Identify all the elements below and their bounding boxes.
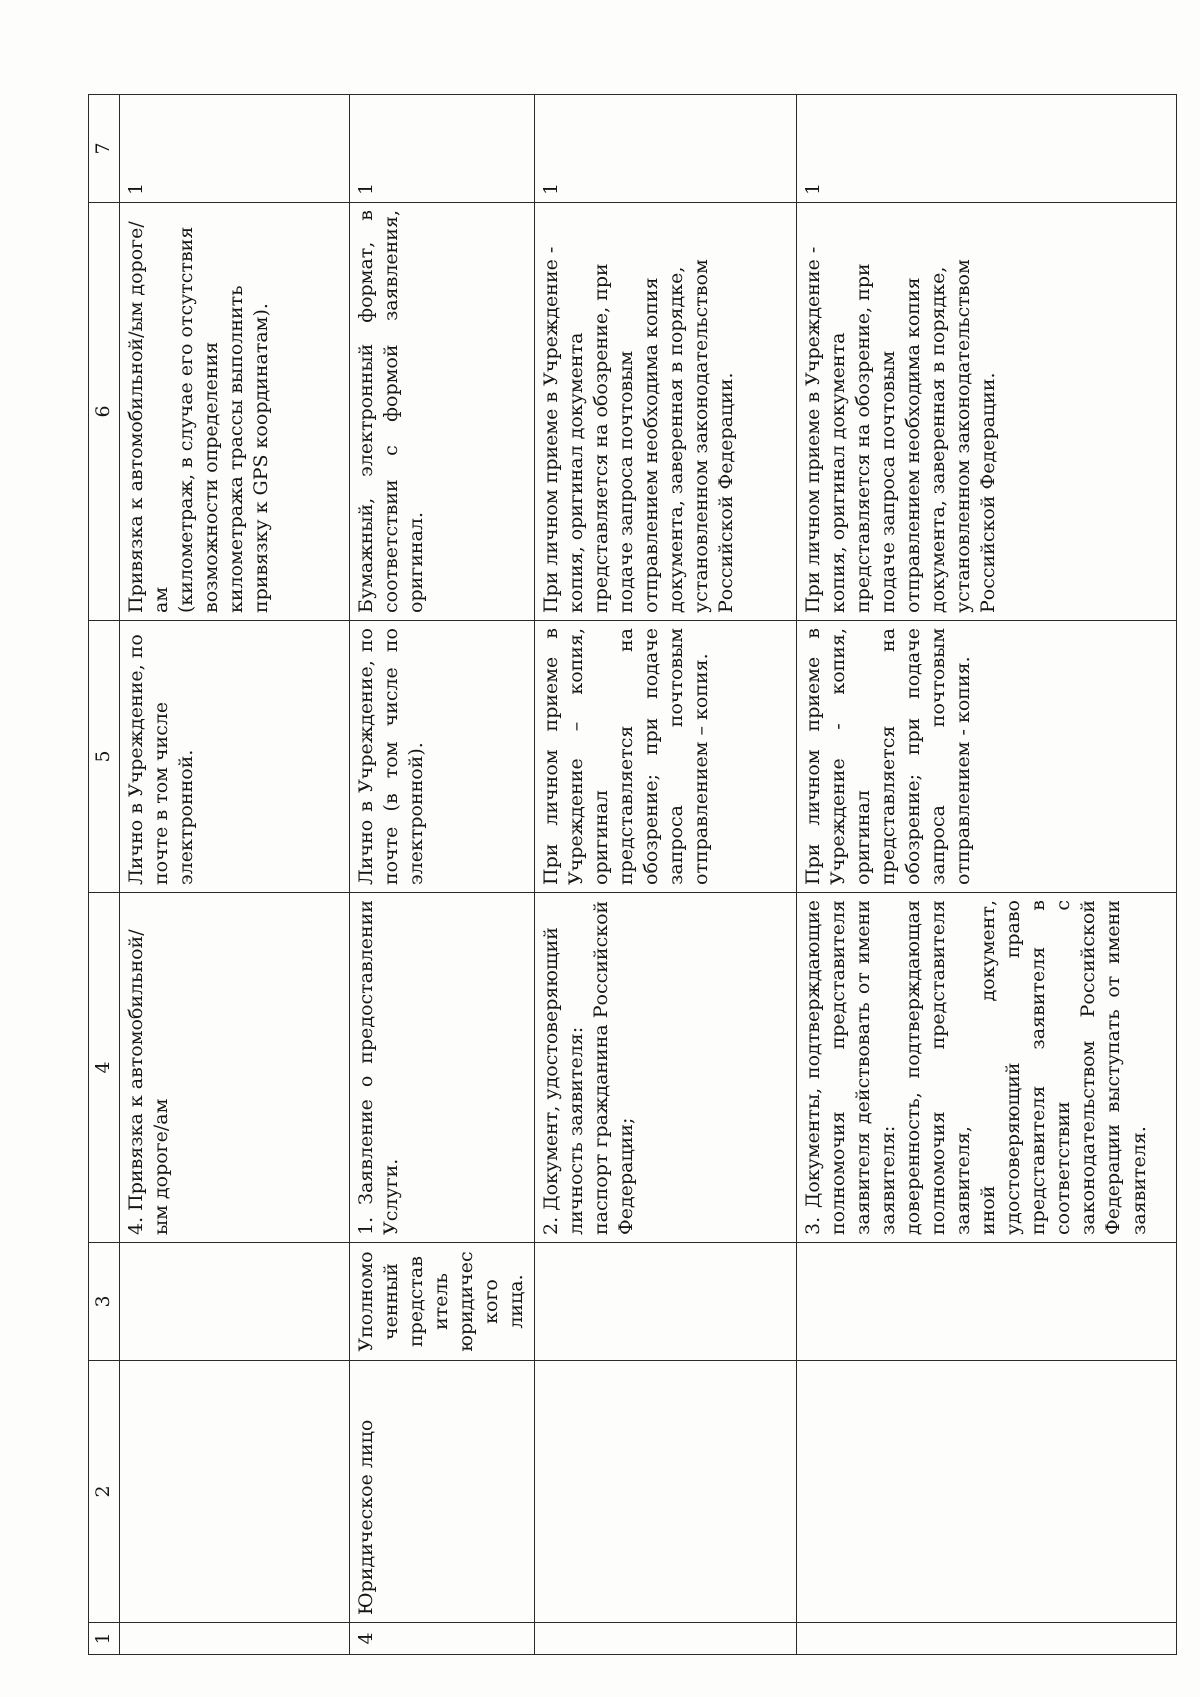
row-d-number-cell: [796, 1623, 1176, 1655]
row-b-applicant-cell: Юридическое лицо: [350, 1361, 535, 1623]
row-d-count-cell: 1: [796, 95, 1176, 203]
row-b-submission-cell: Лично в Учреждение, по почте (в том числе по электронной).: [350, 621, 535, 893]
table-row: [534, 95, 796, 1655]
row-a-format-cell: Привязка к автомобильной/ым дороге/ам (километраж, в случае его отсутствия возможности определения километража трассы выполнить привязку к GPS координатам).: [120, 203, 350, 621]
row-a-representative-cell: [120, 1243, 350, 1361]
row-b-format-cell: Бумажный, электронный формат, в соответствии с формой заявления, оригинал.: [350, 203, 535, 621]
row-c-number-cell: [534, 1623, 796, 1655]
header-cell-5: 5: [89, 621, 120, 893]
row-c-count-cell: 1: [534, 95, 796, 203]
rotated-table-wrapper: [88, 95, 1150, 1655]
row-a-count-cell: 1: [120, 95, 350, 203]
header-cell-2: 2: [89, 1361, 120, 1623]
row-b-document-cell: 1. Заявление о предоставлении Услуги.: [350, 893, 535, 1243]
table-row: [120, 95, 350, 1655]
row-c-applicant-cell: [534, 1361, 796, 1623]
row-a-number-cell: [120, 1623, 350, 1655]
row-d-submission-cell: При личном приеме в Учреждение - копия, оригинал представляется на обозрение; при подаче запроса почтовым отправлением - копия.: [796, 621, 1176, 893]
row-d-representative-cell: [796, 1243, 1176, 1361]
row-d-applicant-cell: [796, 1361, 1176, 1623]
row-d-format-cell: При личном приеме в Учреждение - копия, оригинал документа представляется на обозрение, при подаче запроса почтовым отправлением необходима копия документа, заверенная в порядке, установленном законодательством Российской Федерации.: [796, 203, 1176, 621]
table-row: [796, 95, 1176, 1655]
table-row: [350, 95, 535, 1655]
row-c-representative-cell: [534, 1243, 796, 1361]
requirements-table: [88, 94, 1177, 1655]
header-cell-4: 4: [89, 893, 120, 1243]
row-b-representative-cell: Уполномоченный представитель юридического лица.: [350, 1243, 535, 1361]
header-cell-1: 1: [89, 1623, 120, 1655]
row-b-count-cell: 1: [350, 95, 535, 203]
row-a-submission-cell: Лично в Учреждение, по почте в том числе электронной.: [120, 621, 350, 893]
row-c-submission-cell: При личном приеме в Учреждение – копия, оригинал представляется на обозрение; при подаче запроса почтовым отправлением – копия.: [534, 621, 796, 893]
header-cell-3: 3: [89, 1243, 120, 1361]
row-c-document-cell: 2. Документ, удостоверяющий личность заявителя: паспорт гражданина Российской Федерации;: [534, 893, 796, 1243]
row-d-document-cell: 3. Документы, подтверждающие полномочия представителя заявителя действовать от имени заявителя: доверенность, подтверждающая полномочия представителя заявителя, иной документ, удостоверяющий право представителя заявителя в соответствии с законодательством Российской Федерации выступать от имени заявителя.: [796, 893, 1176, 1243]
header-cell-6: 6: [89, 203, 120, 621]
row-c-format-cell: При личном приеме в Учреждение - копия, оригинал документа представляется на обозрение, при подаче запроса почтовым отправлением необходима копия документа, заверенная в порядке, установленном законодательством Российской Федерации.: [534, 203, 796, 621]
row-b-number-cell: 4: [350, 1623, 535, 1655]
row-a-applicant-cell: [120, 1361, 350, 1623]
header-cell-7: 7: [89, 95, 120, 203]
row-a-document-cell: 4. Привязка к автомобильной/ым дороге/ам: [120, 893, 350, 1243]
header-row: [89, 95, 120, 1655]
